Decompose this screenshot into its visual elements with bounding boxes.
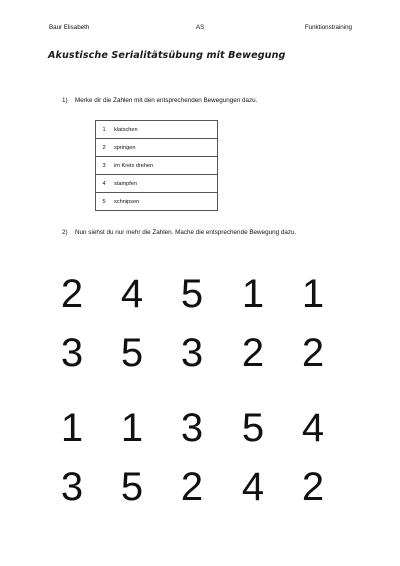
author-name: Baur Elisabeth bbox=[49, 24, 90, 31]
page-header bbox=[0, 24, 400, 34]
table-row bbox=[96, 121, 218, 139]
digit-cell: 2 bbox=[301, 331, 325, 375]
table-cell-number: 3 bbox=[96, 157, 113, 175]
table-row bbox=[96, 139, 218, 157]
digit-cell: 2 bbox=[301, 465, 325, 509]
number-movement-table bbox=[95, 120, 218, 211]
digit-cell: 1 bbox=[301, 272, 325, 316]
digit-cell: 2 bbox=[180, 465, 204, 509]
digit-cell: 5 bbox=[180, 272, 204, 316]
task-1-text: Merke dir die Zahlen mit den entsprechenden Bewegungen dazu. bbox=[75, 97, 258, 104]
digit-cell: 3 bbox=[180, 406, 204, 450]
table-row bbox=[96, 175, 218, 193]
table-cell-number: 4 bbox=[96, 175, 113, 193]
digit-cell: 3 bbox=[180, 331, 204, 375]
table-cell-movement: stampfen bbox=[112, 175, 218, 193]
task-1-number: 1) bbox=[62, 97, 68, 104]
header-code: AS bbox=[196, 24, 205, 31]
digit-cell: 3 bbox=[60, 465, 84, 509]
table-row bbox=[96, 193, 218, 211]
digit-cell: 5 bbox=[241, 406, 265, 450]
digit-cell: 1 bbox=[120, 406, 144, 450]
digit-cell: 5 bbox=[120, 465, 144, 509]
table-cell-movement: springen bbox=[112, 139, 218, 157]
digit-cell: 1 bbox=[241, 272, 265, 316]
document-title: Akustische Serialitätsübung mit Bewegung bbox=[48, 50, 286, 61]
table-cell-number: 5 bbox=[96, 193, 113, 211]
digit-cell: 2 bbox=[241, 331, 265, 375]
digit-cell: 4 bbox=[241, 465, 265, 509]
digit-cell: 4 bbox=[301, 406, 325, 450]
table-cell-movement: im Kreis drehen bbox=[112, 157, 218, 175]
task-2 bbox=[62, 229, 296, 236]
table-cell-number: 1 bbox=[96, 121, 113, 139]
digit-cell: 4 bbox=[120, 272, 144, 316]
table-cell-movement: klatschen bbox=[112, 121, 218, 139]
table-cell-movement: schnipsen bbox=[112, 193, 218, 211]
table-cell-number: 2 bbox=[96, 139, 113, 157]
digit-cell: 3 bbox=[60, 331, 84, 375]
digit-cell: 5 bbox=[120, 331, 144, 375]
task-2-number: 2) bbox=[62, 229, 68, 236]
task-2-text: Nun siehst du nur mehr die Zahlen. Mache die entsprechende Bewegung dazu. bbox=[75, 229, 297, 236]
task-1 bbox=[62, 97, 257, 104]
digit-cell: 2 bbox=[60, 272, 84, 316]
header-subject: Funktionstraining bbox=[304, 24, 352, 31]
table-row bbox=[96, 157, 218, 175]
digit-cell: 1 bbox=[60, 406, 84, 450]
